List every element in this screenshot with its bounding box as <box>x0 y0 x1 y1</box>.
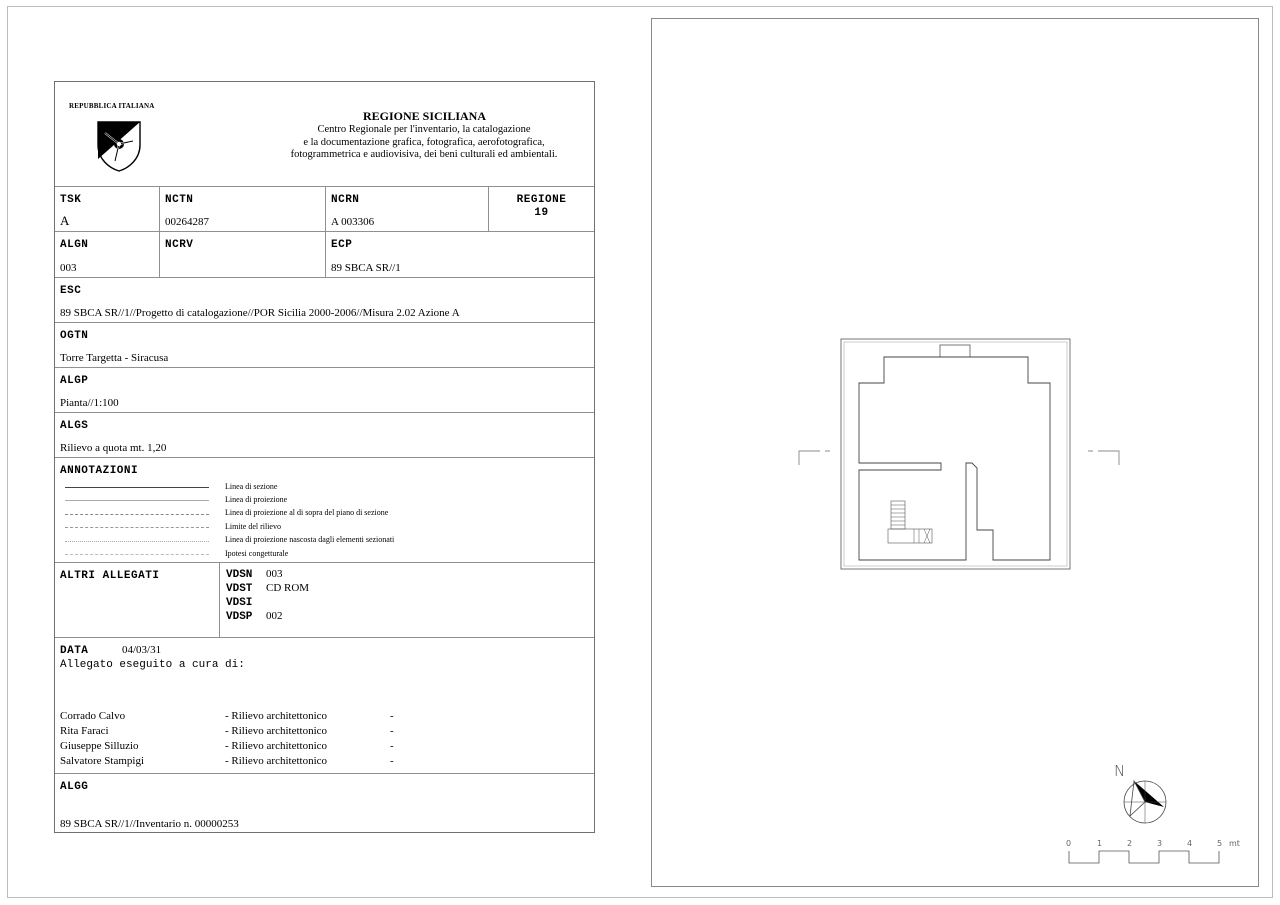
algs-value: Rilievo a quota mt. 1,20 <box>60 442 167 454</box>
algn-value: 003 <box>60 262 77 274</box>
plan-top-projection <box>940 345 970 357</box>
vdsp-row <box>226 610 283 623</box>
region-subtitle <box>267 124 581 162</box>
ncrn-value: A 003306 <box>331 216 375 228</box>
person-name: Giuseppe Silluzio <box>60 740 139 752</box>
scale-tick-label: 0 <box>1066 839 1072 848</box>
catalogue-card <box>54 81 595 833</box>
vdst-key: VDST <box>226 583 253 595</box>
row-algp <box>55 368 594 413</box>
tsk-label: TSK <box>60 194 82 206</box>
scale-tick-label: 3 <box>1157 839 1163 848</box>
person-role: - Rilievo architettonico <box>225 740 328 752</box>
drawing-frame <box>651 18 1259 887</box>
legend-line-limit <box>65 527 209 528</box>
plan-inner-outline <box>859 357 1050 560</box>
vdsn-key: VDSN <box>226 569 253 581</box>
person-role: - Rilievo architettonico <box>225 755 328 767</box>
scale-tick-label: 2 <box>1127 839 1133 848</box>
ogtn-label: OGTN <box>60 330 89 342</box>
row-data <box>55 638 594 774</box>
cell-algn <box>55 232 160 277</box>
cell-tsk <box>55 187 160 231</box>
plan-outer-wall <box>841 339 1070 569</box>
card-header <box>55 82 594 187</box>
legend-line-above <box>65 514 209 515</box>
cell-allegati-values <box>220 563 594 637</box>
algg-label: ALGG <box>60 781 89 793</box>
cell-allegati-label <box>55 563 220 637</box>
row-algg <box>55 774 594 832</box>
algs-label: ALGS <box>60 420 89 432</box>
row-esc <box>55 278 594 323</box>
row-algs <box>55 413 594 458</box>
vdsi-row <box>226 596 266 609</box>
algg-value: 89 SBCA SR//1//Inventario n. 00000253 <box>60 818 239 830</box>
allegati-label: ALTRI ALLEGATI <box>60 570 160 582</box>
person-extra: - <box>390 710 394 722</box>
algn-label: ALGN <box>60 239 89 251</box>
person-extra: - <box>390 755 394 767</box>
esc-label: ESC <box>60 285 82 297</box>
legend-text: Linea di proiezione <box>225 495 288 504</box>
vdsn-value: 003 <box>266 568 283 580</box>
legend-line-projection <box>65 500 209 501</box>
vdst-value: CD ROM <box>266 582 310 594</box>
ecp-value: 89 SBCA SR//1 <box>331 262 401 274</box>
nctn-value: 00264287 <box>165 216 209 228</box>
nctn-label: NCTN <box>165 194 194 206</box>
sicily-emblem-icon <box>95 119 143 173</box>
scale-tick-label: 4 <box>1187 839 1193 848</box>
north-arrow-icon <box>1134 781 1164 807</box>
row-annotazioni <box>55 458 594 563</box>
data-label: DATA <box>60 645 89 657</box>
legend-text: Ipotesi congetturale <box>225 549 289 558</box>
legend-text: Linea di sezione <box>225 482 278 491</box>
row-algn <box>55 232 594 278</box>
vdsp-key: VDSP <box>226 611 253 623</box>
scale-bar <box>1069 851 1219 863</box>
ncrv-label: NCRV <box>165 239 194 251</box>
scale-labels <box>1066 839 1240 848</box>
person-name: Rita Faraci <box>60 725 109 737</box>
scale-unit: mt <box>1229 839 1240 848</box>
row-ogtn <box>55 323 594 368</box>
curated-by-label: Allegato eseguito a cura di: <box>60 659 245 671</box>
subtitle-line: Centro Regionale per l'inventario, la catalogazione <box>317 124 531 135</box>
cell-nctn <box>160 187 326 231</box>
legend-text: Linea di proiezione al di sopra del piano di sezione <box>225 508 389 517</box>
vdst-row <box>226 582 309 595</box>
regione-label: REGIONE <box>516 194 567 206</box>
legend-line-hypothesis <box>65 554 209 555</box>
person-name: Corrado Calvo <box>60 710 126 722</box>
republic-label: REPUBBLICA ITALIANA <box>69 102 155 110</box>
ncrn-label: NCRN <box>331 194 360 206</box>
cell-ecp <box>326 232 594 277</box>
plan-landing <box>888 529 932 543</box>
north-label: N <box>1114 762 1126 780</box>
person-extra: - <box>390 740 394 752</box>
legend-text: Linea di proiezione nascosta dagli elementi sezionati <box>225 535 395 544</box>
legend-text: Limite del rilievo <box>225 522 281 531</box>
ogtn-value: Torre Targetta - Siracusa <box>60 352 169 364</box>
algp-label: ALGP <box>60 375 89 387</box>
cell-ncrv <box>160 232 326 277</box>
vdsn-row <box>226 568 283 581</box>
section-marker-right <box>1088 451 1119 465</box>
floor-plan <box>652 19 1260 888</box>
person-role: - Rilievo architettonico <box>225 725 328 737</box>
subtitle-line: fotogrammetrica e audiovisiva, dei beni culturali ed ambientali. <box>290 149 558 160</box>
algp-value: Pianta//1:100 <box>60 397 119 409</box>
section-marker-left <box>799 451 830 465</box>
vdsi-key: VDSI <box>226 597 253 609</box>
vdsp-value: 002 <box>266 610 283 622</box>
subtitle-line: e la documentazione grafica, fotografica, aerofotografica, <box>303 136 545 148</box>
tsk-value: A <box>60 213 70 228</box>
regione-value: 19 <box>534 207 549 219</box>
plan-outer-wall-inner <box>844 342 1067 566</box>
row-tsk <box>55 187 594 232</box>
legend-line-section <box>65 487 209 488</box>
person-role: - Rilievo architettonico <box>225 710 328 722</box>
person-extra: - <box>390 725 394 737</box>
ecp-label: ECP <box>331 239 353 251</box>
region-title: REGIONE SICILIANA <box>362 109 487 123</box>
row-allegati <box>55 563 594 638</box>
person-name: Salvatore Stampigi <box>60 755 145 767</box>
scale-tick-label: 5 <box>1217 839 1223 848</box>
esc-value: 89 SBCA SR//1//Progetto di catalogazione//POR Sicilia 2000-2006//Misura 2.02 Azione A <box>60 307 460 319</box>
scale-tick-label: 1 <box>1097 839 1103 848</box>
data-value: 04/03/31 <box>122 644 162 656</box>
cell-ncrn <box>326 187 489 231</box>
legend-line-hidden <box>65 541 209 542</box>
cell-regione <box>489 187 594 231</box>
annotazioni-label: ANNOTAZIONI <box>60 465 139 477</box>
